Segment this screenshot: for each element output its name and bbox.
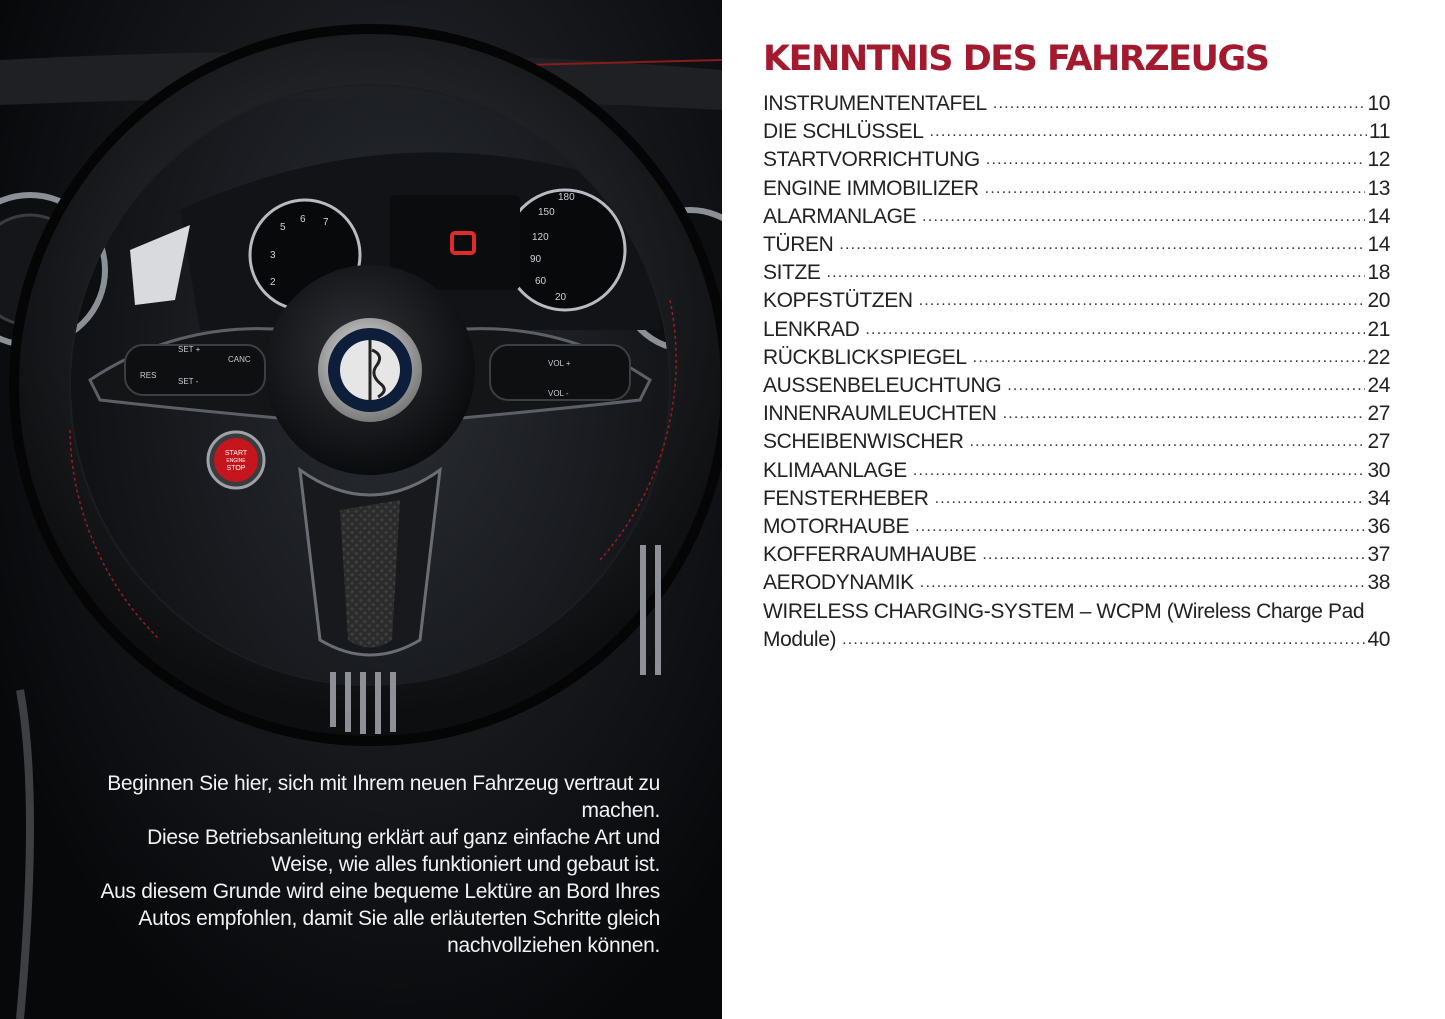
steering-wheel-photo	[0, 0, 722, 1019]
toc-entry-page: 37	[1367, 543, 1390, 567]
toc-entry-page: 21	[1367, 317, 1390, 341]
toc-entry-label: AERODYNAMIK	[763, 571, 914, 595]
page-title: KENNTNIS DES FAHRZEUGS	[763, 39, 1269, 79]
toc-entry-page: 34	[1367, 486, 1390, 510]
toc-entry-label-continued: Module)	[763, 627, 837, 651]
table-of-contents	[763, 34, 1390, 654]
toc-entry-label: STARTVORRICHTUNG	[763, 148, 980, 172]
toc-entry-page: 10	[1367, 92, 1390, 115]
toc-entry[interactable]	[763, 175, 1390, 203]
toc-entry-page: 22	[1367, 345, 1390, 369]
toc-leader-dots	[922, 203, 1365, 231]
toc-leader-dots	[919, 287, 1366, 315]
toc-entry-page: 18	[1367, 261, 1390, 285]
svg-text:90: 90	[530, 254, 542, 265]
intro-paragraph: Beginnen Sie hier, sich mit Ihrem neuen Fahrzeug vertraut zu machen.	[107, 772, 660, 822]
toc-entry[interactable]	[763, 316, 1390, 344]
paddle-shifter-left	[130, 225, 190, 305]
toc-entry[interactable]	[763, 344, 1390, 372]
toc-entry-label: WIRELESS CHARGING-SYSTEM – WCPM (Wireless Charge Pad	[763, 599, 1365, 623]
svg-text:60: 60	[535, 276, 547, 287]
toc-entry-page: 30	[1367, 458, 1390, 482]
svg-text:SET -: SET -	[178, 377, 199, 386]
toc-entry[interactable]	[763, 485, 1390, 513]
toc-leader-dots	[839, 231, 1365, 259]
intro-paragraph: Aus diesem Grunde wird eine bequeme Lektüre an Bord Ihres Autos empfohlen, damit Sie alle erläuterten Schritte gleich nachvollziehen können.	[100, 880, 660, 957]
toc-leader-dots	[970, 428, 1366, 456]
toc-entry-page: 13	[1367, 176, 1390, 200]
toc-entry[interactable]	[763, 118, 1390, 146]
toc-leader-dots	[915, 513, 1365, 541]
toc-entry-page: 14	[1367, 204, 1390, 228]
svg-text:3: 3	[270, 250, 276, 261]
toc-entry-page: 20	[1367, 289, 1390, 313]
toc-leader-dots	[913, 457, 1366, 485]
toc-entry-page: 24	[1367, 374, 1390, 398]
toc-leader-dots	[865, 316, 1365, 344]
toc-leader-dots	[920, 569, 1366, 597]
toc-leader-dots	[842, 626, 1365, 654]
toc-entry-page: 27	[1367, 430, 1390, 454]
svg-text:5: 5	[280, 222, 286, 233]
toc-entry[interactable]	[763, 513, 1390, 541]
toc-entry-label: KLIMAANLAGE	[763, 458, 907, 482]
toc-entry[interactable]	[763, 231, 1390, 259]
toc-entry-page: 36	[1367, 515, 1390, 539]
toc-leader-dots	[986, 146, 1366, 174]
toc-leader-dots	[985, 175, 1366, 203]
toc-entry[interactable]	[763, 457, 1390, 485]
toc-entry-page: 27	[1367, 402, 1390, 426]
toc-entry[interactable]	[763, 372, 1390, 400]
toc-entry[interactable]	[763, 598, 1390, 654]
toc-entry-label: AUSSENBELEUCHTUNG	[763, 374, 1002, 398]
toc-leader-dots	[982, 541, 1365, 569]
toc-entry-label: RÜCKBLICKSPIEGEL	[763, 345, 967, 369]
svg-text:180: 180	[558, 192, 575, 203]
intro-paragraph: Diese Betriebsanleitung erklärt auf ganz einfache Art und Weise, wie alles funktioniert und gebaut ist.	[147, 826, 660, 876]
svg-text:RES: RES	[140, 371, 157, 380]
toc-entry[interactable]	[763, 203, 1390, 231]
svg-text:START: START	[224, 450, 248, 457]
toc-leader-dots	[935, 485, 1366, 513]
toc-entry-page: 38	[1367, 571, 1390, 595]
toc-entry-label: LENKRAD	[763, 317, 860, 341]
svg-text:120: 120	[532, 232, 549, 243]
toc-entry-page: 11	[1369, 120, 1390, 144]
toc-entry-page: 14	[1367, 233, 1390, 257]
toc-entry-label: KOFFERRAUMHAUBE	[763, 543, 977, 567]
toc-entry-label: INSTRUMENTENTAFEL	[763, 92, 987, 115]
toc-entry-page: 12	[1367, 148, 1390, 172]
toc-entry-page: 40	[1367, 627, 1390, 651]
svg-text:2: 2	[270, 277, 276, 288]
toc-entry[interactable]	[763, 541, 1390, 569]
toc-entry[interactable]	[763, 400, 1390, 428]
toc-leader-dots	[973, 344, 1366, 372]
toc-entry-label: FENSTERHEBER	[763, 486, 929, 510]
carbon-spoke-insert	[340, 500, 400, 648]
svg-text:VOL -: VOL -	[548, 389, 569, 398]
toc-entry[interactable]	[763, 90, 1390, 118]
toc-leader-dots	[1003, 400, 1366, 428]
toc-entry-label: INNENRAUMLEUCHTEN	[763, 402, 997, 426]
svg-text:SET +: SET +	[178, 345, 201, 354]
toc-entry-label: KOPFSTÜTZEN	[763, 289, 913, 313]
toc-entry[interactable]	[763, 146, 1390, 174]
svg-text:150: 150	[538, 207, 555, 218]
toc-entry[interactable]	[763, 569, 1390, 597]
svg-text:CANC: CANC	[228, 355, 251, 364]
svg-text:ENGINE: ENGINE	[226, 458, 246, 464]
svg-text:7: 7	[323, 217, 329, 228]
svg-text:STOP: STOP	[226, 465, 246, 472]
toc-leader-dots	[1007, 372, 1365, 400]
toc-leader-dots	[993, 90, 1366, 118]
intro-text	[100, 770, 660, 959]
toc-entry-label: SCHEIBENWISCHER	[763, 430, 964, 454]
toc-entry-label: TÜREN	[763, 233, 834, 257]
toc-list	[763, 90, 1390, 654]
svg-text:VOL +: VOL +	[548, 359, 571, 368]
toc-entry[interactable]	[763, 428, 1390, 456]
svg-text:6: 6	[300, 214, 306, 225]
svg-text:20: 20	[555, 292, 567, 303]
toc-entry-label: SITZE	[763, 261, 821, 285]
toc-leader-dots	[930, 118, 1367, 146]
toc-leader-dots	[827, 259, 1366, 287]
toc-entry[interactable]	[763, 287, 1390, 315]
toc-entry-label: ENGINE IMMOBILIZER	[763, 176, 979, 200]
toc-entry-label: ALARMANLAGE	[763, 204, 917, 228]
toc-entry-line2	[763, 626, 1390, 654]
toc-entry[interactable]	[763, 259, 1390, 287]
toc-entry-label: MOTORHAUBE	[763, 515, 910, 539]
toc-entry-label: DIE SCHLÜSSEL	[763, 120, 924, 144]
